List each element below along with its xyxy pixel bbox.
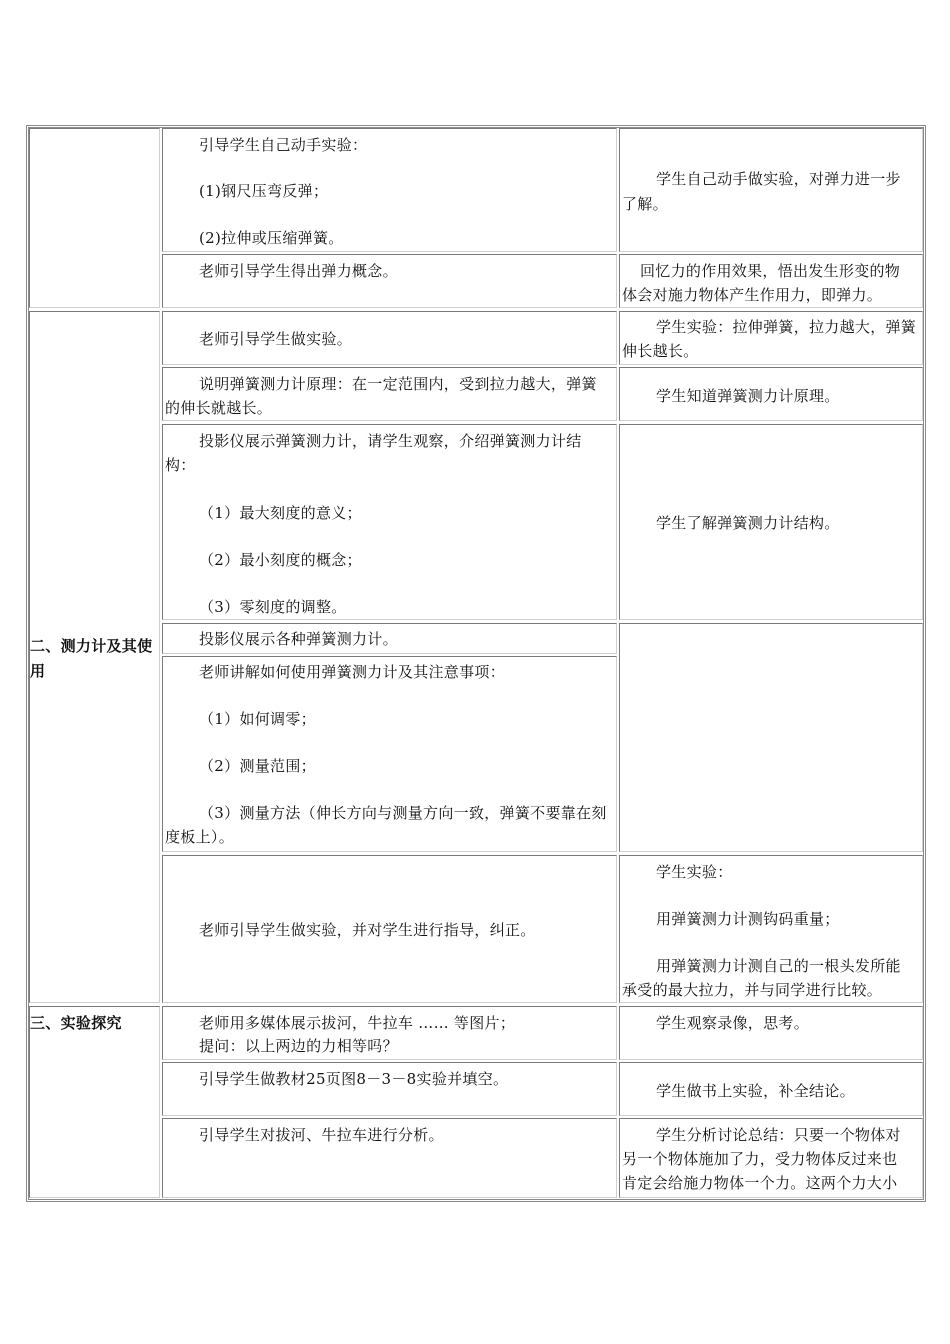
teacher-text: 说明弹簧测力计原理：在一定范围内，受到拉力越大，弹簧 bbox=[199, 375, 597, 393]
teacher-text: 投影仪展示各种弹簧测力计。 bbox=[199, 630, 398, 648]
teacher-text: 构： bbox=[165, 456, 196, 474]
teacher-text: 提问：以上两边的力相等吗？ bbox=[199, 1037, 398, 1055]
section3-teacher-cell-1 bbox=[162, 1006, 617, 1060]
section1-student-cell-a bbox=[619, 128, 923, 252]
teacher-text: （2）最小刻度的概念； bbox=[199, 551, 362, 569]
teacher-text: 引导学生做教材25页图8－3－8实验并填空。 bbox=[199, 1070, 509, 1088]
section1-teacher-cell-a bbox=[162, 128, 617, 252]
section3-student-cell-3 bbox=[619, 1118, 923, 1198]
student-text: 体会对施力物体产生作用力，即弹力。 bbox=[622, 286, 883, 304]
teacher-text: 老师引导学生得出弹力概念。 bbox=[199, 262, 398, 280]
section3-student-cell-2 bbox=[619, 1062, 923, 1116]
section-title: 三、实验探究 bbox=[30, 1014, 122, 1032]
section2-teacher-cell-5 bbox=[162, 656, 617, 852]
teacher-text: （3）测量方法（伸长方向与测量方向一致，弹簧不要靠在刻 bbox=[199, 804, 607, 822]
section2-teacher-cell-6 bbox=[162, 855, 617, 1003]
student-text: 学生分析讨论总结：只要一个物体对 bbox=[656, 1126, 901, 1144]
teacher-text: 老师引导学生做实验，并对学生进行指导，纠正。 bbox=[199, 921, 536, 939]
section3-label-cell bbox=[29, 1006, 160, 1198]
teacher-text: （1）最大刻度的意义； bbox=[199, 504, 362, 522]
teacher-text: (1)钢尺压弯反弹； bbox=[199, 182, 329, 200]
section2-teacher-cell-3 bbox=[162, 424, 617, 620]
section3-teacher-cell-2 bbox=[162, 1062, 617, 1116]
section2-student-cell-4-5 bbox=[619, 623, 923, 852]
section2-label-cell bbox=[29, 311, 160, 1003]
teacher-text: 度板上）。 bbox=[165, 828, 235, 846]
teacher-text: 老师用多媒体展示拔河，牛拉车 …… 等图片； bbox=[199, 1014, 516, 1032]
section2-student-cell-3 bbox=[619, 424, 923, 620]
student-text: 用弹簧测力计测自己的一根头发所能 bbox=[656, 957, 901, 975]
student-text: 学生知道弹簧测力计原理。 bbox=[656, 387, 840, 405]
section1-student-cell-b bbox=[619, 254, 923, 308]
student-text: 了解。 bbox=[622, 195, 668, 213]
section2-student-cell-2 bbox=[619, 367, 923, 421]
section1-teacher-cell-b bbox=[162, 254, 617, 308]
student-text: 用弹簧测力计测钩码重量； bbox=[656, 910, 840, 928]
section1-label-cell bbox=[29, 128, 160, 308]
section2-student-cell-1 bbox=[619, 311, 923, 365]
student-text: 学生观察录像，思考。 bbox=[656, 1014, 810, 1032]
student-text: 学生实验： bbox=[656, 863, 733, 881]
student-text: 学生自己动手做实验，对弹力进一步 bbox=[656, 170, 901, 188]
student-text: 另一个物体施加了力，受力物体反过来也 bbox=[622, 1150, 898, 1168]
teacher-text: 老师讲解如何使用弹簧测力计及其注意事项： bbox=[199, 663, 506, 681]
teacher-text: （3）零刻度的调整。 bbox=[199, 598, 347, 616]
student-text: 学生做书上实验，补全结论。 bbox=[656, 1082, 855, 1100]
section3-student-cell-1 bbox=[619, 1006, 923, 1060]
student-text: 学生实验：拉伸弹簧，拉力越大，弹簧 bbox=[656, 318, 917, 336]
teacher-text: (2)拉伸或压缩弹簧。 bbox=[199, 229, 344, 247]
teacher-text: 投影仪展示弹簧测力计，请学生观察，介绍弹簧测力计结 bbox=[199, 432, 582, 450]
teacher-text: （1）如何调零； bbox=[199, 710, 316, 728]
student-text: 承受的最大拉力，并与同学进行比较。 bbox=[622, 981, 883, 999]
student-text: 伸长越长。 bbox=[622, 342, 699, 360]
student-text: 回忆力的作用效果，悟出发生形变的物 bbox=[640, 262, 901, 280]
teacher-text: 引导学生对拔河、牛拉车进行分析。 bbox=[199, 1126, 444, 1144]
section-title: 二、测力计及其使 bbox=[30, 637, 153, 655]
teacher-text: 老师引导学生做实验。 bbox=[199, 330, 353, 348]
student-text: 肯定会给施力物体一个力。这两个力大小 bbox=[622, 1174, 898, 1192]
teacher-text: 的伸长就越长。 bbox=[165, 399, 273, 417]
section2-student-cell-6 bbox=[619, 855, 923, 1003]
student-text: 学生了解弹簧测力计结构。 bbox=[656, 514, 840, 532]
section3-teacher-cell-3 bbox=[162, 1118, 617, 1198]
teacher-text: （2）测量范围； bbox=[199, 757, 316, 775]
section2-teacher-cell-1 bbox=[162, 311, 617, 365]
section-title: 用 bbox=[30, 662, 46, 680]
section2-teacher-cell-2 bbox=[162, 367, 617, 421]
teacher-text: 引导学生自己动手实验： bbox=[199, 136, 368, 154]
section2-teacher-cell-4 bbox=[162, 623, 617, 654]
